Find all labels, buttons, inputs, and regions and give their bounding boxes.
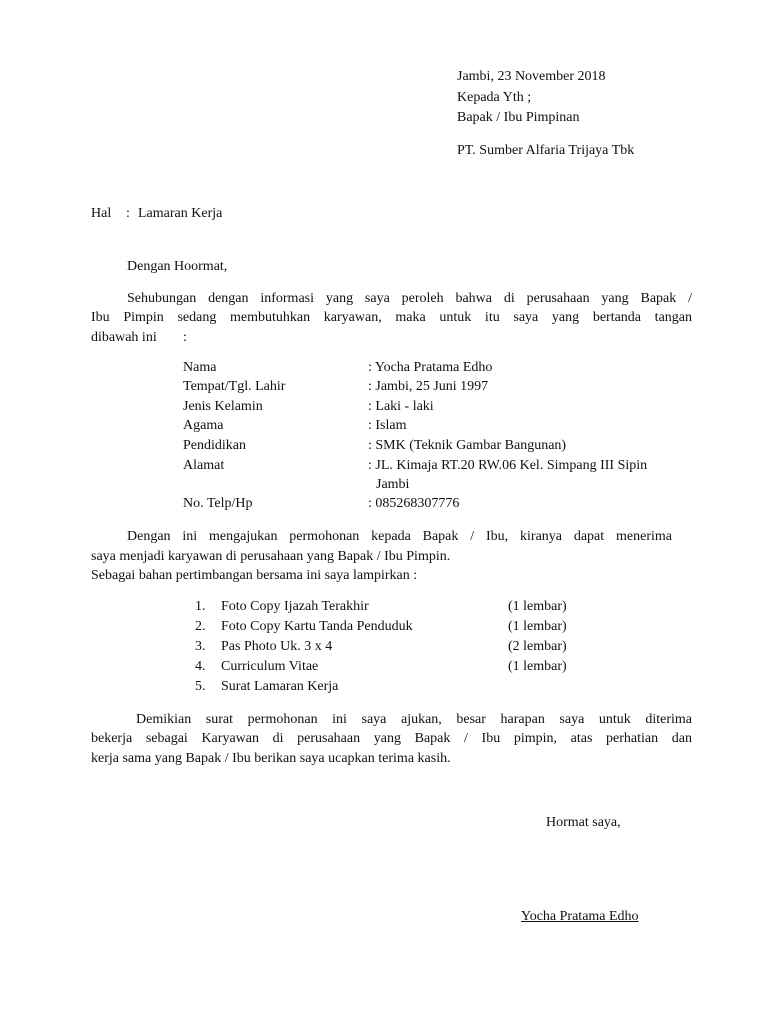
- identity-value: : Laki - laki: [368, 399, 434, 414]
- identity-row: [183, 494, 683, 514]
- request-line-3: Sebagai bahan pertimbangan bersama ini saya lampirkan :: [91, 568, 418, 583]
- subject-value: Lamaran Kerja: [138, 206, 223, 221]
- list-item-number: 1.: [195, 599, 206, 614]
- list-item: [195, 657, 595, 677]
- identity-row: [183, 436, 683, 456]
- identity-label: Tempat/Tgl. Lahir: [183, 379, 286, 394]
- list-item: [195, 617, 595, 637]
- identity-value: : Islam: [368, 418, 407, 433]
- subject-label: Hal: [91, 206, 112, 221]
- subject-colon: :: [126, 206, 130, 221]
- intro-line-2: Ibu Pimpin sedang membutuhkan karyawan, maka untuk itu saya yang bertanda tangan: [91, 310, 692, 325]
- list-item-number: 2.: [195, 619, 206, 634]
- signature-salutation: Hormat saya,: [546, 815, 621, 830]
- list-item-quantity: (1 lembar): [508, 659, 567, 674]
- identity-row: [183, 397, 683, 417]
- identity-row: [183, 456, 683, 496]
- closing-line-3: kerja sama yang Bapak / Ibu berikan saya ucapkan terima kasih.: [91, 751, 451, 766]
- list-item: [195, 677, 595, 697]
- list-item: [195, 637, 595, 657]
- list-item-quantity: (1 lembar): [508, 619, 567, 634]
- identity-value: : 085268307776: [368, 496, 460, 511]
- list-item: [195, 597, 595, 617]
- identity-value: : JL. Kimaja RT.20 RW.06 Kel. Simpang III Sipin: [368, 458, 648, 473]
- closing-line-1: Demikian surat permohonan ini saya ajukan, besar harapan saya untuk diterima: [136, 712, 692, 727]
- signature-name: Yocha Pratama Edho: [521, 909, 639, 924]
- identity-value: : Jambi, 25 Juni 1997: [368, 379, 489, 394]
- list-item-text: Curriculum Vitae: [221, 659, 319, 674]
- list-item-quantity: (1 lembar): [508, 599, 567, 614]
- intro-line-3: dibawah ini: [91, 330, 157, 345]
- list-item-number: 3.: [195, 639, 206, 654]
- greeting: Dengan Hoormat,: [127, 259, 228, 274]
- list-item-number: 5.: [195, 679, 206, 694]
- intro-colon: :: [183, 330, 187, 345]
- identity-label: No. Telp/Hp: [183, 496, 253, 511]
- list-item-text: Surat Lamaran Kerja: [221, 679, 339, 694]
- identity-value: : Yocha Pratama Edho: [368, 360, 493, 375]
- identity-label: Nama: [183, 360, 217, 375]
- list-item-text: Pas Photo Uk. 3 x 4: [221, 639, 333, 654]
- identity-value: : SMK (Teknik Gambar Bangunan): [368, 438, 567, 453]
- recipient-name: Bapak / Ibu Pimpinan: [457, 110, 580, 125]
- identity-row: [183, 377, 683, 397]
- identity-row: [183, 416, 683, 436]
- identity-label: Alamat: [183, 458, 225, 473]
- intro-line-1: Sehubungan dengan informasi yang saya peroleh bahwa di perusahaan yang Bapak /: [127, 291, 692, 306]
- request-line-2: saya menjadi karyawan di perusahaan yang Bapak / Ibu Pimpin.: [91, 549, 451, 564]
- list-item-text: Foto Copy Kartu Tanda Penduduk: [221, 619, 413, 634]
- identity-row: [183, 358, 683, 378]
- list-item-number: 4.: [195, 659, 206, 674]
- list-item-quantity: (2 lembar): [508, 639, 567, 654]
- recipient-company: PT. Sumber Alfaria Trijaya Tbk: [457, 143, 635, 158]
- recipient-salutation: Kepada Yth ;: [457, 90, 532, 105]
- list-item-text: Foto Copy Ijazah Terakhir: [221, 599, 369, 614]
- identity-label: Jenis Kelamin: [183, 399, 263, 414]
- identity-value-continuation: Jambi: [376, 477, 410, 492]
- request-line-1: Dengan ini mengajukan permohonan kepada Bapak / Ibu, kiranya dapat menerima: [127, 529, 672, 544]
- closing-line-2: bekerja sebagai Karyawan di perusahaan yang Bapak / Ibu pimpin, atas perhatian dan: [91, 731, 692, 746]
- identity-label: Pendidikan: [183, 438, 246, 453]
- identity-label: Agama: [183, 418, 224, 433]
- date-line: Jambi, 23 November 2018: [457, 69, 606, 84]
